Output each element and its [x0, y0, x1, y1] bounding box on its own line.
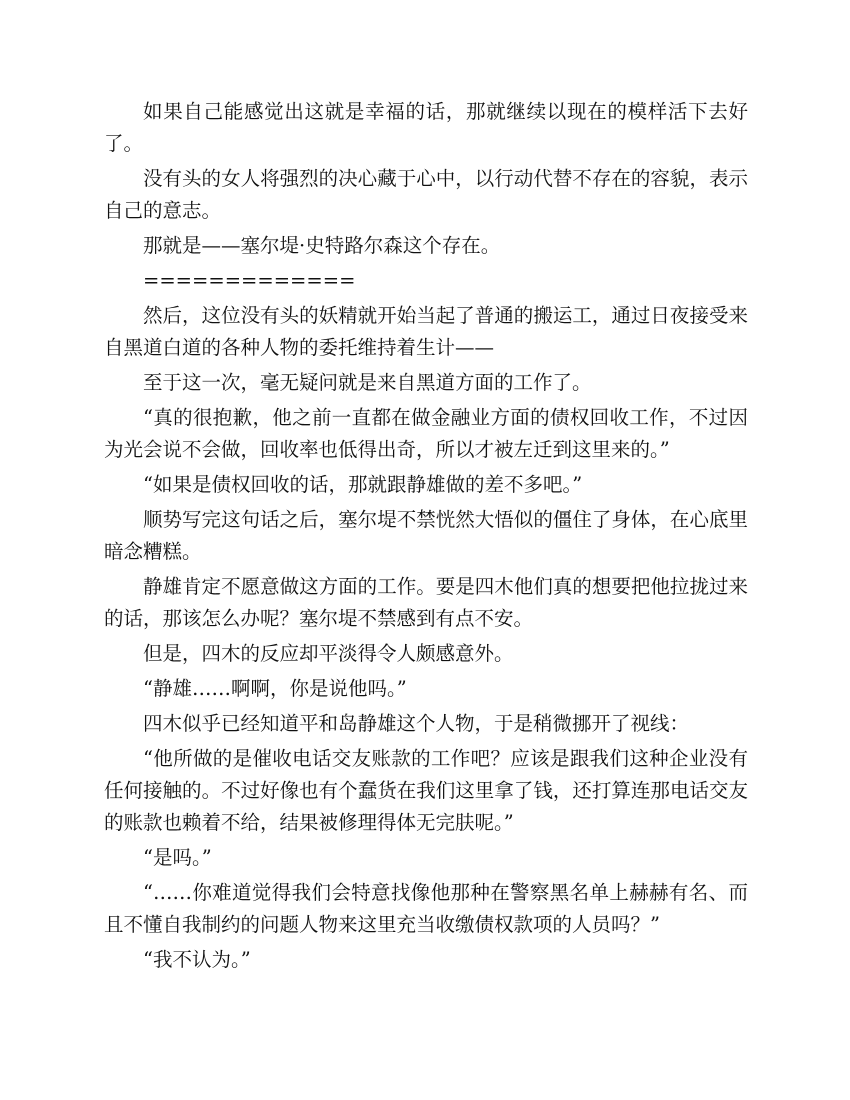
paragraph: 如果自己能感觉出这就是幸福的话，那就继续以现在的模样活下去好了。	[104, 100, 748, 155]
paragraph: 四木似乎已经知道平和岛静雄这个人物，于是稍微挪开了视线：	[143, 712, 690, 735]
paragraph: 然后，这位没有头的妖精就开始当起了普通的搬运工，通过日夜接受来自黑道白道的各种人物的委托维持着生计——	[104, 304, 748, 359]
dialogue-paragraph: “我不认为。”	[143, 948, 251, 971]
dialogue-paragraph: “静雄……啊啊，你是说他吗。”	[143, 677, 407, 700]
section-divider: =============	[143, 269, 356, 292]
dialogue-paragraph: “如果是债权回收的话，那就跟静雄做的差不多吧。”	[143, 473, 583, 496]
paragraph: 顺势写完这句话之后，塞尔堤不禁恍然大悟似的僵住了身体，在心底里暗念糟糕。	[104, 508, 748, 563]
paragraph: 至于这一次，毫无疑问就是来自黑道方面的工作了。	[143, 371, 592, 394]
paragraph: 静雄肯定不愿意做这方面的工作。要是四木他们真的想要把他拉拢过来的话，那该怎么办呢？塞尔堤不禁感到有点不安。	[104, 575, 748, 630]
dialogue-paragraph: “是吗。”	[143, 846, 212, 869]
paragraph: 没有头的女人将强烈的决心藏于心中，以行动代替不存在的容貌，表示自己的意志。	[104, 167, 748, 222]
paragraph: 那就是——塞尔堤·史特路尔森这个存在。	[143, 234, 501, 257]
document-page	[104, 96, 748, 979]
paragraph: 但是，四木的反应却平淡得令人颇感意外。	[143, 642, 514, 665]
dialogue-paragraph: “真的很抱歉，他之前一直都在做金融业方面的债权回收工作，不过因为光会说不会做，回收率也低得出奇，所以才被左迁到这里来的。”	[104, 406, 748, 461]
dialogue-paragraph: “……你难道觉得我们会特意找像他那种在警察黑名单上赫赫有名、而且不懂自我制约的问题人物来这里充当收缴债权款项的人员吗？”	[104, 881, 748, 936]
dialogue-paragraph: “他所做的是催收电话交友账款的工作吧？应该是跟我们这种企业没有任何接触的。不过好像也有个蠢货在我们这里拿了钱，还打算连那电话交友的账款也赖着不给，结果被修理得体无完肤呢。”	[104, 747, 748, 834]
